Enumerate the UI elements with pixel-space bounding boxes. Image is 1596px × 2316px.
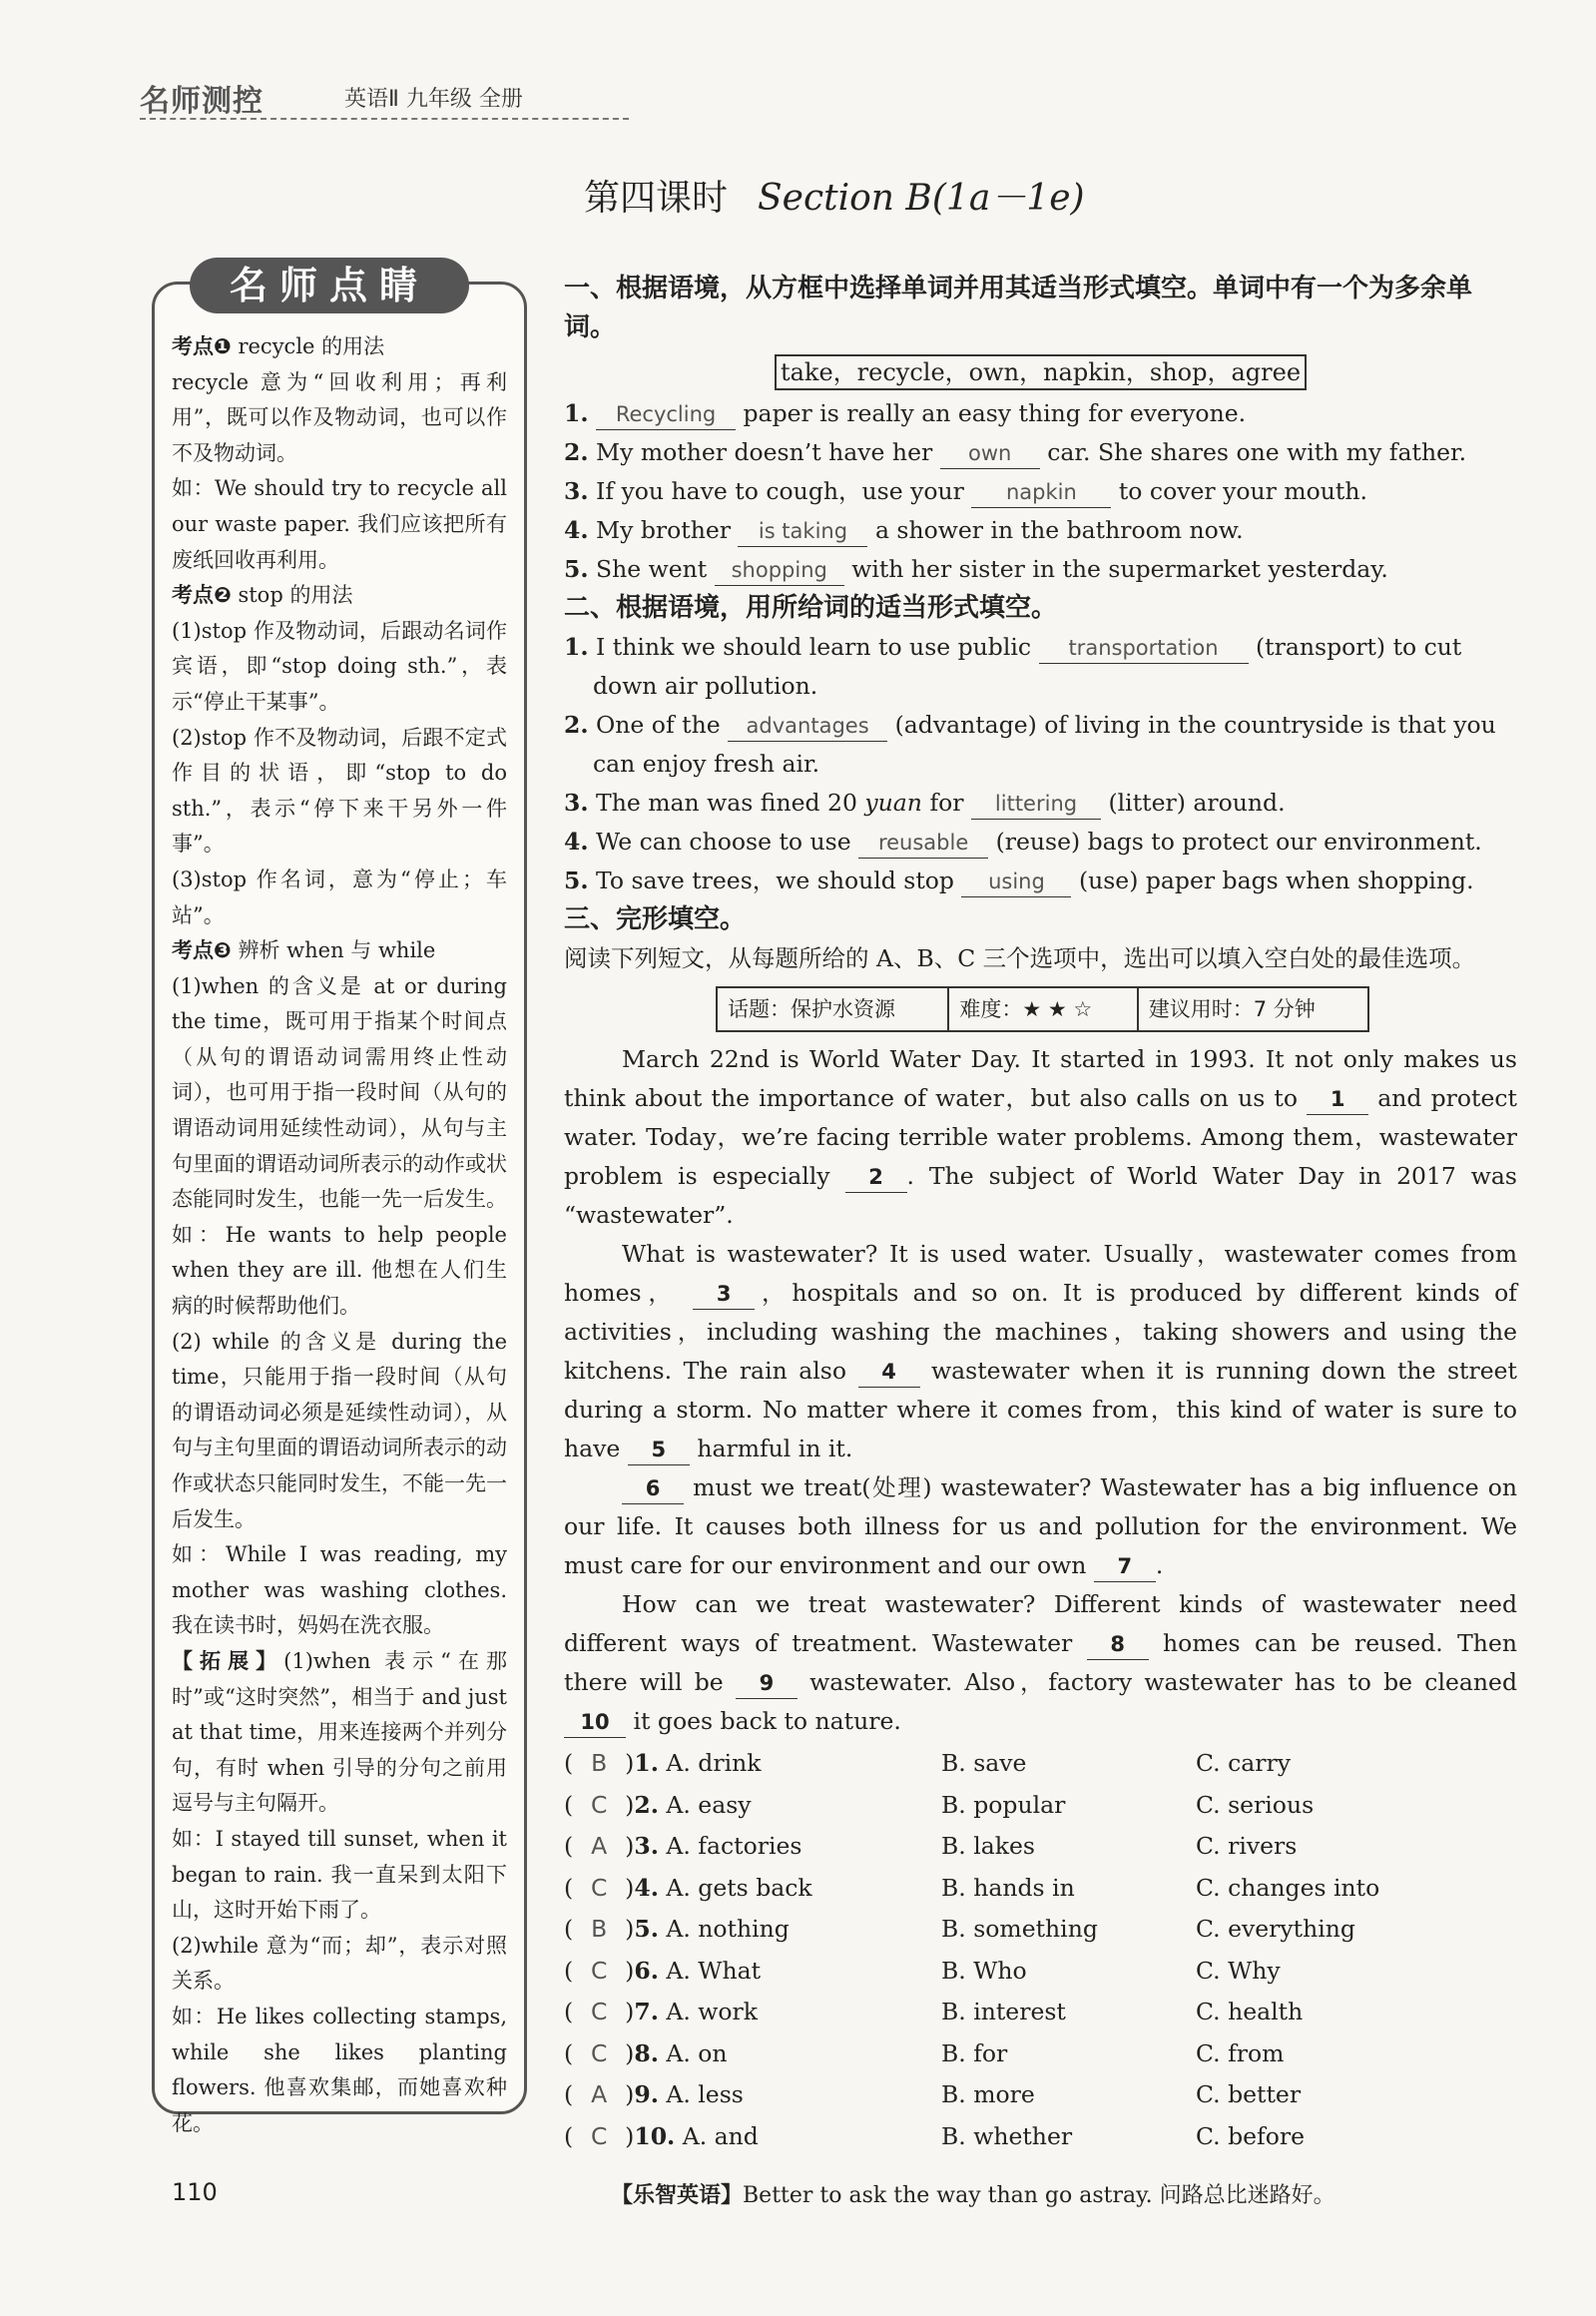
passage-text: . The subject of World Water Day in 2017 was “wastewater”. bbox=[564, 1162, 1517, 1229]
answer-mark[interactable]: C bbox=[590, 2038, 608, 2067]
cloze-blank-4[interactable]: 4 bbox=[858, 1357, 920, 1388]
answer-mark[interactable]: C bbox=[590, 1790, 608, 1819]
passage-text: it goes back to nature. bbox=[633, 1707, 901, 1735]
answer-blank[interactable]: napkin bbox=[971, 477, 1111, 508]
item-number: 3. bbox=[564, 789, 589, 817]
option-c[interactable]: C. health bbox=[1196, 1998, 1304, 2026]
option-c[interactable]: C. before bbox=[1196, 2121, 1306, 2150]
item-text: She went bbox=[596, 555, 708, 583]
item-text: (transport) to cut down air pollution. bbox=[593, 633, 1462, 700]
page-header bbox=[140, 70, 629, 122]
passage-text: wastewater when it is running down the street during a storm. No matter where it comes from，this kind of water is sure to have bbox=[564, 1357, 1517, 1462]
passage-paragraph-4 bbox=[564, 1585, 1517, 1741]
cloze-options bbox=[564, 1743, 1517, 2157]
part-1-items bbox=[564, 394, 1517, 589]
item-text: If you have to cough，use your bbox=[596, 477, 964, 505]
page-number: 110 bbox=[172, 2178, 218, 2206]
option-b[interactable]: B. hands in bbox=[941, 1873, 1075, 1902]
option-a[interactable]: A. easy bbox=[666, 1790, 752, 1819]
option-row: ( C )7. A. work B. interest C. health bbox=[564, 1992, 1517, 2033]
point-3-while: (2) while 的含义是 during the time，只能用于指一段时间（从句的谓语动词必须是延续性动词），从句与主句里面的谓语动词所表示的动作或状态只能同时发生，不能一先一后发生。 bbox=[172, 1329, 507, 1531]
point-1-label: 考点❶ bbox=[172, 334, 232, 358]
answer-blank[interactable]: own bbox=[940, 438, 1040, 469]
point-2-usage-1: (1)stop 作及物动词，后跟动名词作宾语，即“stop doing sth.”，表示“停止干某事”。 bbox=[172, 618, 507, 714]
passage-text: and protect water. Today，we’re facing terrible water problems. Among them，wastewater problem is especially bbox=[564, 1084, 1517, 1190]
option-row: ( C )2. A. easy B. popular C. serious bbox=[564, 1785, 1517, 1827]
option-c[interactable]: C. carry bbox=[1196, 1749, 1291, 1778]
answer-mark[interactable]: C bbox=[590, 1956, 608, 1985]
item-text: (advantage) of living in the countryside is that you can enjoy fresh air. bbox=[593, 711, 1496, 778]
option-c[interactable]: C. changes into bbox=[1196, 1873, 1380, 1902]
option-b[interactable]: B. for bbox=[941, 2038, 1008, 2067]
option-row: ( C )10. A. and B. whether C. before bbox=[564, 2116, 1517, 2158]
item-text: The man was fined 20 bbox=[596, 789, 857, 817]
item-number: 2. bbox=[564, 438, 589, 466]
item-text: with her sister in the supermarket yesterday. bbox=[851, 555, 1388, 583]
point-2-topic: stop 的用法 bbox=[238, 583, 353, 608]
extension-while: (2)while 意为“而；却”，表示对照关系。 bbox=[172, 1933, 507, 1994]
part-2-item-4 bbox=[564, 823, 1517, 862]
point-3-topic: 辨析 when 与 while bbox=[238, 938, 436, 963]
answer-blank[interactable]: reusable bbox=[858, 828, 988, 859]
cloze-blank-3[interactable]: 3 bbox=[693, 1279, 755, 1310]
item-number: 5. bbox=[634, 1915, 659, 1944]
answer-blank[interactable]: shopping bbox=[715, 555, 844, 586]
part-1-item-1 bbox=[564, 394, 1517, 433]
item-text: for bbox=[929, 789, 964, 817]
option-c[interactable]: C. better bbox=[1196, 2080, 1302, 2109]
part-2-item-5 bbox=[564, 862, 1517, 900]
point-3-when: (1)when 的含义是 at or during the time，既可用于指某个时间点（从句的谓语动词需用终止性动词），也可用于指一段时间（从句的谓语动词用延续性动词），从句与主句里面的谓语动词所表示的动作或状态能同时发生，也能一先一后发生。 bbox=[172, 973, 507, 1212]
item-number: 7. bbox=[634, 1998, 659, 2026]
part-2-item-2 bbox=[564, 706, 1517, 784]
point-3-label: 考点❸ bbox=[172, 938, 232, 963]
item-number: 1. bbox=[634, 1749, 659, 1778]
point-2-label: 考点❷ bbox=[172, 583, 232, 608]
footer-brand: 【乐智英语】 bbox=[611, 2183, 744, 2208]
point-3-while-example: 如：While I was reading, my mother was washing clothes. 我在读书时，妈妈在洗衣服。 bbox=[172, 1542, 507, 1638]
item-number: 6. bbox=[634, 1956, 659, 1985]
option-a[interactable]: A. and bbox=[682, 2121, 759, 2150]
option-row: ( B )5. A. nothing B. something C. everything bbox=[564, 1909, 1517, 1951]
item-text: We can choose to use bbox=[596, 828, 851, 856]
extension-while-example: 如：He likes collecting stamps, while she likes planting flowers. 他喜欢集邮，而她喜欢种花。 bbox=[172, 2004, 507, 2135]
answer-mark[interactable]: C bbox=[590, 1998, 608, 2026]
option-c[interactable]: C. serious bbox=[1196, 1790, 1315, 1819]
option-a[interactable]: A. less bbox=[666, 2080, 744, 2109]
option-b[interactable]: B. something bbox=[941, 1915, 1098, 1944]
header-divider bbox=[140, 118, 629, 120]
point-2-usage-2: (2)stop 作不及物动词，后跟不定式作目的状语，即“stop to do sth.”，表示“停下来干另外一件事”。 bbox=[172, 725, 507, 857]
footer-quote bbox=[611, 2178, 1335, 2209]
option-b[interactable]: B. interest bbox=[941, 1998, 1066, 2026]
part-2-heading: 二、根据语境，用所给词的适当形式填空。 bbox=[564, 593, 1058, 623]
extension-when-example: 如：I stayed till sunset, when it began to rain. 我一直呆到太阳下山，这时开始下雨了。 bbox=[172, 1826, 507, 1923]
reading-info-table bbox=[716, 986, 1369, 1032]
part-1-item-3 bbox=[564, 472, 1517, 511]
passage-text: How can we treat wastewater? Different kinds of wastewater need different ways of treatment. Wastewater bbox=[564, 1590, 1517, 1657]
option-b[interactable]: B. whether bbox=[941, 2121, 1073, 2150]
item-number: 10. bbox=[634, 2121, 676, 2150]
answer-blank[interactable]: advantages bbox=[728, 711, 887, 742]
item-number: 3. bbox=[564, 477, 589, 505]
option-b[interactable]: B. Who bbox=[941, 1956, 1027, 1985]
option-a[interactable]: A. nothing bbox=[666, 1915, 790, 1944]
answer-mark[interactable]: B bbox=[591, 1749, 608, 1778]
answer-mark[interactable]: A bbox=[591, 1832, 608, 1861]
answer-mark[interactable]: B bbox=[591, 1915, 608, 1944]
item-number: 1. bbox=[564, 399, 589, 427]
cloze-blank-10[interactable]: 10 bbox=[564, 1707, 626, 1738]
point-3-when-example: 如：He wants to help people when they are ill. 他想在人们生病的时候帮助他们。 bbox=[172, 1222, 507, 1319]
passage-text: must we treat(处理) wastewater? Wastewater has a big influence on our life. It causes both illness for us and pollution for the environment. We must care for our environment and our own bbox=[564, 1473, 1517, 1579]
item-text: My mother doesn’t have her bbox=[596, 438, 933, 466]
item-number: 2. bbox=[634, 1790, 659, 1819]
point-1-topic: recycle 的用法 bbox=[238, 334, 385, 358]
item-text: car. She shares one with my father. bbox=[1047, 438, 1467, 466]
part-2-item-3 bbox=[564, 784, 1517, 823]
item-number: 3. bbox=[634, 1832, 659, 1861]
option-a[interactable]: A. on bbox=[666, 2038, 728, 2067]
cloze-blank-1[interactable]: 1 bbox=[1307, 1084, 1368, 1115]
part-1-heading: 一、根据语境，从方框中选择单词并用其适当形式填空。单词中有一个为多余单词。 bbox=[564, 274, 1473, 342]
topic-cell: 话题：保护水资源 bbox=[717, 987, 948, 1031]
footer-text: Better to ask the way than go astray. 问路总比迷路好。 bbox=[743, 2183, 1335, 2208]
passage-text: . bbox=[1155, 1551, 1164, 1579]
answer-mark[interactable]: A bbox=[591, 2080, 608, 2109]
option-row: ( B )1. A. drink B. save C. carry bbox=[564, 1743, 1517, 1785]
cloze-blank-8[interactable]: 8 bbox=[1087, 1629, 1149, 1660]
difficulty-cell: 难度：★ ★ ☆ bbox=[948, 987, 1137, 1031]
answer-blank[interactable]: littering bbox=[971, 789, 1101, 820]
lesson-number: 第四课时 bbox=[584, 178, 729, 219]
option-c[interactable]: C. Why bbox=[1196, 1956, 1281, 1985]
cloze-blank-2[interactable]: 2 bbox=[845, 1162, 907, 1193]
brand-logo: 名师测控 bbox=[140, 84, 264, 119]
answer-mark[interactable]: C bbox=[590, 2121, 608, 2150]
option-c[interactable]: C. rivers bbox=[1196, 1832, 1298, 1861]
passage-text: harmful in it. bbox=[697, 1435, 853, 1462]
part-3-instruction: 阅读下列短文，从每题所给的 A、B、C 三个选项中，选出可以填入空白处的最佳选项。 bbox=[564, 944, 1476, 972]
cloze-passage bbox=[564, 1040, 1517, 1741]
cloze-blank-6[interactable]: 6 bbox=[622, 1473, 684, 1504]
passage-text: March 22nd is World Water Day. It started in 1993. It not only makes us think about the importance of water，but also calls on us to bbox=[564, 1045, 1517, 1112]
item-text: (litter) around. bbox=[1108, 789, 1286, 817]
option-a[interactable]: A. gets back bbox=[666, 1873, 812, 1902]
part-3-heading: 三、完形填空。 bbox=[564, 904, 747, 934]
teacher-tips-badge: 名师点睛 bbox=[190, 258, 469, 313]
option-row: ( C )6. A. What B. Who C. Why bbox=[564, 1951, 1517, 1993]
answer-blank[interactable]: transportation bbox=[1039, 633, 1249, 664]
answer-blank[interactable]: is taking bbox=[738, 516, 867, 547]
passage-text: wastewater. Also，factory wastewater has to be cleaned bbox=[809, 1668, 1517, 1696]
item-text: paper is really an easy thing for everyone. bbox=[743, 399, 1247, 427]
option-b[interactable]: B. save bbox=[941, 1749, 1027, 1778]
option-a[interactable]: A. work bbox=[666, 1998, 759, 2026]
item-text: One of the bbox=[596, 711, 721, 739]
item-number: 5. bbox=[564, 555, 589, 583]
option-row: ( A )3. A. factories B. lakes C. rivers bbox=[564, 1826, 1517, 1868]
part-1-item-2 bbox=[564, 433, 1517, 472]
item-text: (reuse) bags to protect our environment. bbox=[995, 828, 1482, 856]
point-2-usage-3: (3)stop 作名词，意为“停止；车站”。 bbox=[172, 867, 507, 927]
option-c[interactable]: C. from bbox=[1196, 2038, 1285, 2067]
answer-blank[interactable]: Recycling bbox=[596, 399, 736, 430]
option-b[interactable]: B. lakes bbox=[941, 1832, 1035, 1861]
book-title: 英语Ⅱ 九年级 全册 bbox=[344, 87, 523, 112]
item-number: 2. bbox=[564, 711, 589, 739]
point-1-example: 如：We should try to recycle all our waste paper. 我们应该把所有废纸回收再利用。 bbox=[172, 476, 507, 572]
item-text: I think we should learn to use public bbox=[596, 633, 1032, 661]
item-number: 9. bbox=[634, 2080, 659, 2109]
option-row: ( A )9. A. less B. more C. better bbox=[564, 2074, 1517, 2116]
passage-paragraph-1 bbox=[564, 1040, 1517, 1235]
item-text: To save trees，we should stop bbox=[596, 867, 954, 894]
item-text: My brother bbox=[596, 516, 731, 544]
cloze-blank-9[interactable]: 9 bbox=[736, 1668, 798, 1699]
option-a[interactable]: A. factories bbox=[666, 1832, 802, 1861]
word-box: take，recycle，own，napkin，shop，agree bbox=[775, 354, 1307, 390]
part-1-item-4 bbox=[564, 511, 1517, 550]
passage-text: homes can be reused. Then there will be bbox=[564, 1629, 1517, 1696]
item-number: 5. bbox=[564, 867, 589, 894]
passage-paragraph-2 bbox=[564, 1235, 1517, 1468]
item-number: 8. bbox=[634, 2038, 659, 2067]
extension-when: (1)when 表示“在那时”或“这时突然”，相当于 and just at that time，用来连接两个并列分句，有时 when 引导的分句之前用逗号与主句隔开。 bbox=[172, 1648, 507, 1816]
item-text-italic: yuan bbox=[864, 789, 922, 817]
section-label: Section B(1a－1e) bbox=[758, 178, 1085, 219]
item-number: 4. bbox=[564, 828, 589, 856]
option-a[interactable]: A. What bbox=[666, 1956, 762, 1985]
item-text: to cover your mouth. bbox=[1118, 477, 1367, 505]
option-row: ( C )4. A. gets back B. hands in C. changes into bbox=[564, 1868, 1517, 1910]
passage-text: What is wastewater? It is used water. Usually，wastewater comes from homes， bbox=[564, 1240, 1517, 1307]
exercises bbox=[564, 270, 1517, 2157]
item-text: a shower in the bathroom now. bbox=[874, 516, 1244, 544]
point-1-body: recycle 意为“回收利用；再利用”，既可以作及物动词，也可以作不及物动词。 bbox=[172, 369, 507, 465]
cloze-blank-7[interactable]: 7 bbox=[1094, 1551, 1156, 1582]
cloze-blank-5[interactable]: 5 bbox=[628, 1435, 690, 1465]
answer-blank[interactable]: using bbox=[961, 867, 1071, 897]
item-number: 1. bbox=[564, 633, 589, 661]
item-text: (use) paper bags when shopping. bbox=[1078, 867, 1474, 894]
passage-paragraph-3 bbox=[564, 1468, 1517, 1585]
part-2-items bbox=[564, 628, 1517, 900]
option-row: ( C )8. A. on B. for C. from bbox=[564, 2033, 1517, 2075]
lesson-title bbox=[584, 170, 1085, 221]
teacher-tips-content bbox=[172, 329, 507, 2141]
option-c[interactable]: C. everything bbox=[1196, 1915, 1355, 1944]
time-cell: 建议用时：7 分钟 bbox=[1138, 987, 1368, 1031]
passage-text: ，hospitals and so on. It is produced by different kinds of activities，including washing the machines，taking showers and using the kitchens. The rain also bbox=[564, 1279, 1517, 1385]
option-b[interactable]: B. more bbox=[941, 2080, 1035, 2109]
option-a[interactable]: A. drink bbox=[666, 1749, 762, 1778]
item-number: 4. bbox=[634, 1873, 659, 1902]
part-2-item-1 bbox=[564, 628, 1517, 706]
extension-label: 【拓展】 bbox=[172, 1648, 284, 1673]
answer-mark[interactable]: C bbox=[590, 1873, 608, 1902]
part-1-item-5 bbox=[564, 550, 1517, 589]
item-number: 4. bbox=[564, 516, 589, 544]
option-b[interactable]: B. popular bbox=[941, 1790, 1066, 1819]
